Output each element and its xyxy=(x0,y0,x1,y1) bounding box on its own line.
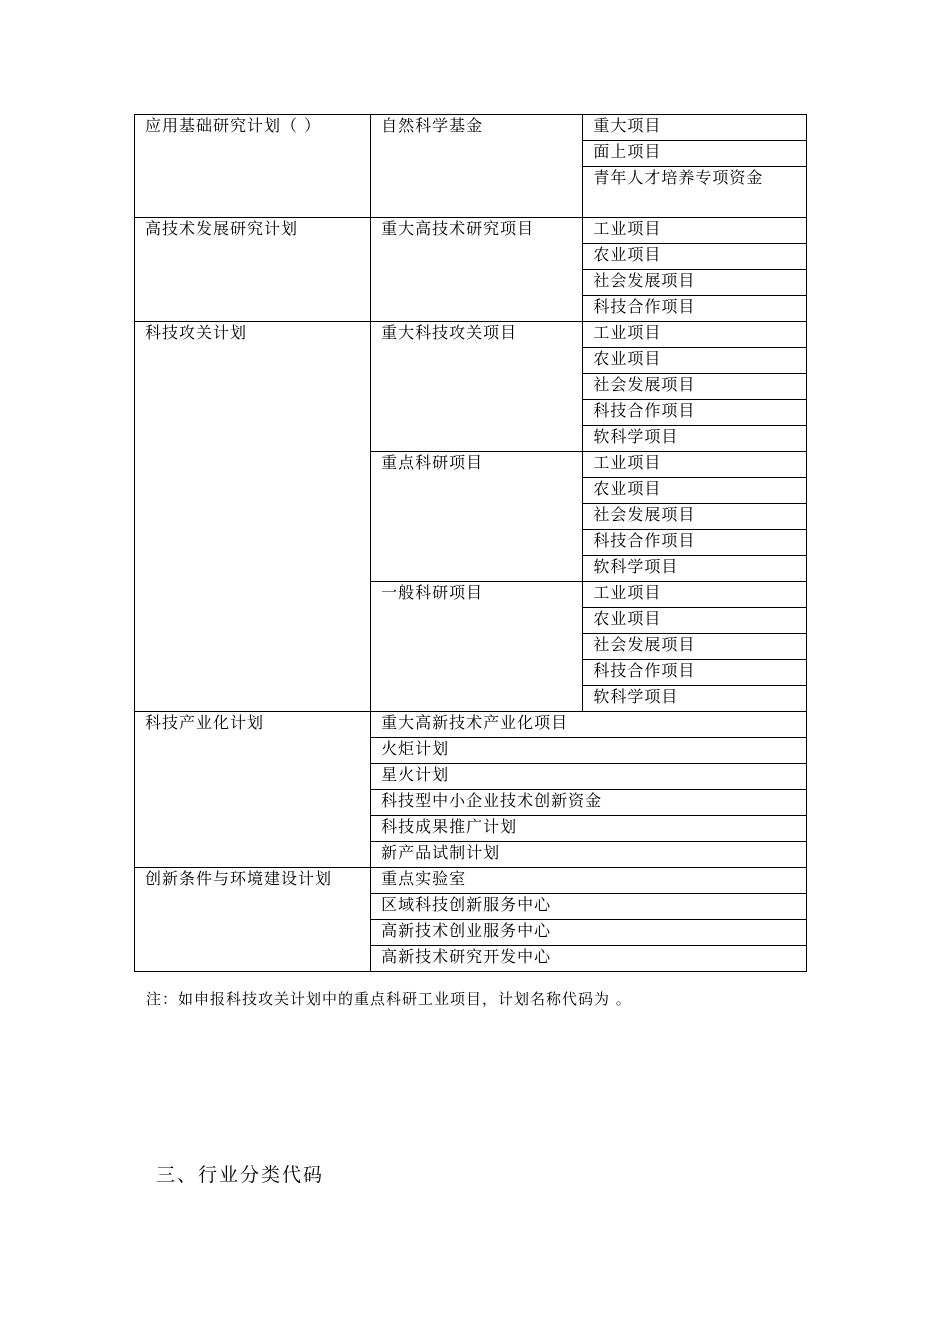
project-type: 工业项目 xyxy=(583,322,807,348)
plan-category: 创新条件与环境建设计划 xyxy=(135,868,371,972)
plan-item: 新产品试制计划 xyxy=(371,842,807,868)
footnote: 注：如申报科技攻关计划中的重点科研工业项目，计划名称代码为 。 xyxy=(146,990,632,1008)
project-type: 科技合作项目 xyxy=(583,296,807,322)
project-type: 工业项目 xyxy=(583,452,807,478)
project-type: 社会发展项目 xyxy=(583,504,807,530)
project-type: 科技合作项目 xyxy=(583,660,807,686)
plan-subcategory: 重大高技术研究项目 xyxy=(371,218,583,322)
table-row xyxy=(135,712,807,738)
plan-subcategory: 一般科研项目 xyxy=(371,582,583,712)
project-type: 软科学项目 xyxy=(583,426,807,452)
plan-item: 重点实验室 xyxy=(371,868,807,894)
project-type: 社会发展项目 xyxy=(583,270,807,296)
table-row xyxy=(135,218,807,244)
project-type: 社会发展项目 xyxy=(583,374,807,400)
plan-item: 火炬计划 xyxy=(371,738,807,764)
project-type: 农业项目 xyxy=(583,244,807,270)
project-type: 社会发展项目 xyxy=(583,634,807,660)
plan-item: 区域科技创新服务中心 xyxy=(371,894,807,920)
plan-category: 应用基础研究计划（ ） xyxy=(135,115,371,218)
plan-item: 科技型中小企业技术创新资金 xyxy=(371,790,807,816)
project-type: 软科学项目 xyxy=(583,556,807,582)
plan-item: 高新技术创业服务中心 xyxy=(371,920,807,946)
table-row xyxy=(135,115,807,141)
project-type: 科技合作项目 xyxy=(583,530,807,556)
project-type: 科技合作项目 xyxy=(583,400,807,426)
project-type: 农业项目 xyxy=(583,478,807,504)
plan-item: 星火计划 xyxy=(371,764,807,790)
plan-category: 科技攻关计划 xyxy=(135,322,371,712)
table-row xyxy=(135,868,807,894)
plan-category: 高技术发展研究计划 xyxy=(135,218,371,322)
plan-item: 重大高新技术产业化项目 xyxy=(371,712,807,738)
plan-subcategory: 重点科研项目 xyxy=(371,452,583,582)
project-type: 农业项目 xyxy=(583,608,807,634)
project-type: 工业项目 xyxy=(583,218,807,244)
project-type: 重大项目 xyxy=(583,115,807,141)
project-type: 软科学项目 xyxy=(583,686,807,712)
section-heading: 三、行业分类代码 xyxy=(156,1164,325,1186)
plan-code-table xyxy=(134,114,807,972)
plan-item: 高新技术研究开发中心 xyxy=(371,946,807,972)
project-type: 青年人才培养专项资金 xyxy=(583,167,807,218)
plan-subcategory: 重大科技攻关项目 xyxy=(371,322,583,452)
project-type: 工业项目 xyxy=(583,582,807,608)
plan-category: 科技产业化计划 xyxy=(135,712,371,868)
table-row xyxy=(135,322,807,348)
plan-subcategory: 自然科学基金 xyxy=(371,115,583,218)
project-type: 农业项目 xyxy=(583,348,807,374)
project-type: 面上项目 xyxy=(583,141,807,167)
plan-item: 科技成果推广计划 xyxy=(371,816,807,842)
